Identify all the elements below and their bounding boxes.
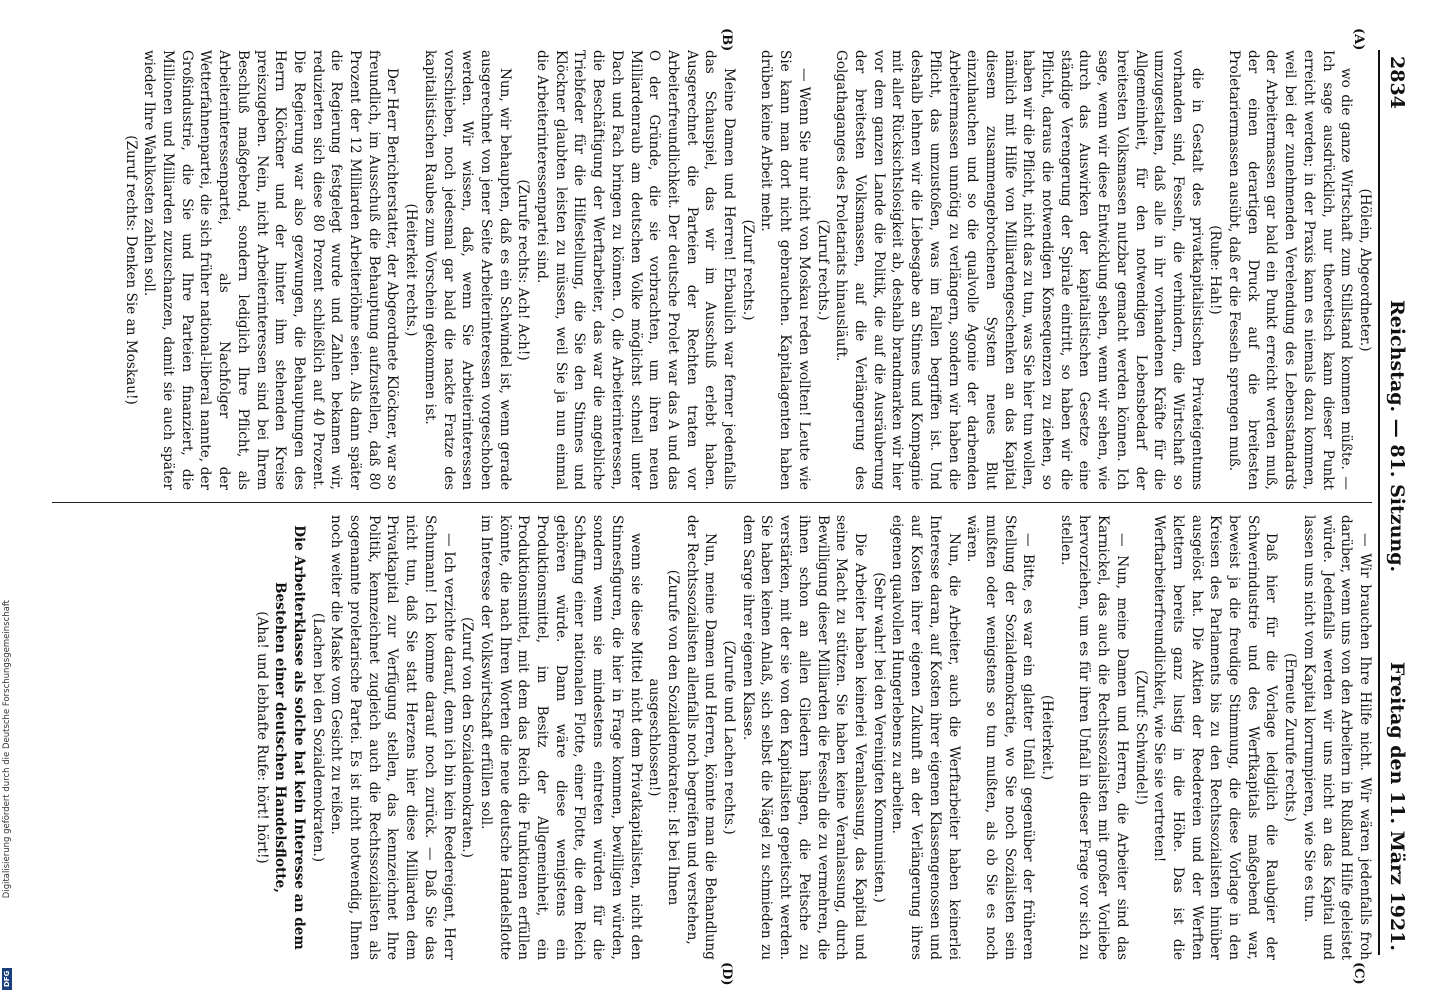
emphasized-statement: Die Arbeiterklasse als solche hat kein Interesse an dem Bestehen einer deutschen Handelsflotte, — [272, 525, 307, 950]
paragraph: — Nun, meine Damen und Herren, die Arbeiter sind das Karnickel, das auch die Rechtssozialisten mit großer Vorliebe hervorziehen, um es für ihren Unfall in dieser Frage vor sich zu stellen. — [1057, 515, 1130, 960]
interjection: (Erneute Zurufe rechts.) — [1282, 653, 1299, 822]
interjection: (Aha! und lebhafte Rufe: hört! hört!) — [253, 611, 270, 864]
paragraph: Nun, wir behaupten, daß es ein Schwindel ist, wenn gerade ausgerechnet von jener Seite Arbeiterinteressen vorgeschoben werden. Wir wissen, daß, wenn Sie Arbeiterinteressen vorschieben, noch jedesmal gar bald die nackte Fratze des kapitalistischen Raubes zum Vorschein gekommen ist. — [421, 50, 513, 490]
interjection: (Zuruf rechts.) — [814, 219, 831, 321]
paragraph: Meine Damen und Herren! Erbaulich war ferner jedenfalls das Schauspiel, das wir im Ausschuß erlebt haben. Ausgerechnet die Parteien der Rechten traten vor Arbeiterfreundlichkeit. Der deutsche Prolet war das A und das O der Gründe, die sie vorbrachten, um ihren neuen Milliardenraub am deutschen Volke möglichst schnell unter Dach und Fach bringen zu können. O, die Arbeiterinteressen, die Beschäftigung der Werftarbeiter, das war die angebliche Triebfeder für die Hilfestellung, die Sie den Stinnes und Klöckner glaubten leisten zu müssen, weil Sie ja nun einmal die Arbeiterinteressenpartei sind. — [534, 50, 738, 490]
margin-marker-c: (C) — [1351, 962, 1366, 985]
interjection: (Ruhe: Hah!) — [1207, 225, 1224, 315]
paragraph: Nun, die Arbeiter, auch die Werftarbeiter haben keinerlei Interesse daran, auf Kosten ihrer eigenen Klassengenossen und auf Kosten ihrer eigenen Zukunft an der Verlängerung ihres eigenen qualvollen Hungerlebens zu arbeiten. — [889, 515, 962, 960]
dfg-logo: DFG — [2, 968, 12, 990]
paragraph: — Wenn Sie nur nicht von Moskau reden wollten! Leute wie Sie kann man dort nicht gebrauchen. Kapitalagenten haben drüben keine Arbeit mehr. — [758, 50, 812, 490]
interjection: (Lachen bei den Sozialdemokraten.) — [309, 612, 326, 863]
paragraph: wenn sie diese Mittel nicht dem Privatkapitalisten, nicht den Stinnesfiguren, die hier in Frage kommen, bewilligen würden, sondern wenn sie mindestens eintreten würden für die Schaffung einer nationalen Flotte, einer Flotte, die dem Reich gehören würde. Dann wäre diese wenigstens ein Produktionsmittel, im Besitz der Allgemeinheit, ein Produktionsmittel, mit dem das Reich die Funktionen erfüllen könnte, die nach Ihren Worten die neue deutsche Handelsflotte im Interesse der Volkswirtschaft erfüllen soll. — [477, 515, 644, 960]
interjection: (Zuruf rechts: Denken Sie an Moskau!) — [122, 135, 139, 405]
session-date: Freitag den 11. März 1921. — [1386, 661, 1408, 951]
right-text-column — [44, 515, 1374, 960]
margin-marker-d: (D) — [719, 962, 734, 986]
page-number: 2834 — [1386, 56, 1408, 109]
interjection: (Zuruf: Schwindel!) — [1132, 670, 1149, 805]
interjection: (Sehr wahr! bei den Vereinigten Kommunisten.) — [870, 572, 887, 903]
paragraph: Die Arbeiter haben keinerlei Veranlassung, das Kapital und seine Macht zu stützen. Sie haben keine Veranlassung, durch Bewilligung dieser Milliarden die Fesseln die zu vermehren, die ihnen schon an allen Gliedern hängen, die Peitsche zu verstärken, mit der sie von den Kapitalisten gepeitscht werden. Sie haben keinen Anlaß, sich selbst die Nägel zu schmieden zu dem Sarge ihrer eigenen Klasse. — [739, 515, 869, 960]
left-text-column — [44, 50, 1374, 490]
paragraph: Nun, meine Damen und Herren, könnte man die Behandlung der Rechtssozialisten allenfalls noch begreifen und verstehen, — [683, 515, 719, 960]
interjection: (Heiterkeit rechts.) — [403, 203, 420, 337]
paragraph: — Wir brauchen Ihre Hilfe nicht. Wir wären jedenfalls froh darüber, wenn uns von den Arbeitern in Rußland Hilfe geleistet würde. Jedenfalls werden wir uns nicht an das Kapital und lassen uns nicht vom Kapital korrumpieren, wie Sie es tun. — [1300, 515, 1373, 960]
page-title: Reichstag. — 81. Sitzung. — [1386, 300, 1408, 573]
interjection: (Zuruf rechts.) — [739, 219, 756, 321]
interjection: (Heiterkeit.) — [1039, 694, 1056, 781]
interjection: (Zuruf von den Sozialdemokraten.) — [459, 617, 476, 858]
margin-marker-a: (A) — [1351, 28, 1366, 51]
interjection: (Zurufe rechts: Ach! Ach!) — [515, 179, 532, 361]
margin-marker-b: (B) — [719, 28, 734, 52]
paragraph: Daß hier für die Vorlage lediglich die Raubgier der Schwerindustrie und des Werftkapitals maßgebend war, beweist ja die freudige Stimmung, die diese Vorlage in den Kreisen des Parlaments bis zu den Rechtssozialisten hinüber ausgelöst hat. Die Aktien der Reedereien und der Werften klettern bereits ganz lustig in die Höhe. Das ist die Werftarbeiterfreundlichkeit, wie Sie sie vertreten! — [1151, 515, 1280, 960]
paragraph: Der Herr Berichterstatter, der Abgeordnete Klöckner, war so freundlich, im Ausschuß die Behauptung aufzustellen, daß 80 Prozent der 12 Milliarden Arbeiterlöhne seien. Als dann später die Regierung festgelegt wurde und Zahlen bekamen wir, reduzierten sich diese 80 Prozent schließlich auf 40 Prozent. Die Regierung war also gezwungen, die Behauptungen des Herrn Klöckner und der hinter ihm stehenden Kreise preiszugeben. Nein, nicht Arbeiterinteressen sind bei Ihrem Beschluß maßgebend, sondern lediglich Ihre Pflicht, als Arbeiterinteressenpartei, als Nachfolger der Wetterfahnenpartei, die sich früher national-liberal nannte, der Großindustrie, die Sie und Ihre Parteien finanziert, die Millionen und Milliarden zuzuschanzen, damit sie auch später wieder Ihre Wahlkosten zahlen soll. — [141, 50, 401, 490]
column-divider — [52, 502, 1372, 503]
paragraph: — Ich verzichte darauf, denn ich bin kein Reedereigent, Herr Schumann! Ich komme darauf noch zurück. — Daß Sie das nicht tun, daß Sie statt Herzens hier diese Milliarden dem Privatkapital zur Verfügung stellen, das kennzeichnet Ihre Politik, kennzeichnet zugleich auch die Rechtssozialisten als sogenannte proletarische Partei. Es ist nicht notwendig, Ihnen noch weiter die Maske vom Gesicht zu reißen. — [328, 515, 457, 960]
paragraph: — Bitte, es war ein glatter Unfall gegenüber der früheren Stellung der Sozialdemokratie, wo Sie noch Sozialisten sein mußten oder wenigstens so tun mußten, als ob Sie es noch wären. — [964, 515, 1037, 960]
interjection: (Zurufe und Lachen rechts.) — [721, 640, 738, 835]
speaker-label: (Hölein, Abgeordneter.) — [1357, 188, 1373, 352]
paragraph: die in Gestalt des privatkapitalistischen Privateigentums vorhanden sind, Fesseln, die verhindern, die Wirtschaft so umzugestalten, daß alle in ihr vorhandenen Kräfte für die Allgemeinheit, für den notwendigen Lebensbedarf der breitesten Volksmassen nutzbar gemacht werden können. Ich sage, wenn wir diese Entwicklung sehen, wenn wir sehen, wie durch das Auswirken der kapitalistischen Gesetze eine ständige Verengerung der Spirale eintritt, so haben wir die Pflicht, daraus die notwendigen Konsequenzen zu ziehen, so haben wir die Pflicht, nicht das zu tun, was Sie hier tun wollen, nämlich mit Hilfe von Milliardengeschenken an das Kapital diesem zusammengebrochenen System neues Blut einzuhauchen und so die qualvolle Agonie der darbenden Arbeitermassen unnötig zu verlängern, sondern wir haben die Pflicht, das umzustoßen, was im Fallen begriffen ist. Und deshalb lehnen wir die Liebesgabe an Stinnes und Kompagnie mit aller Rücksichtslosigkeit ab, deshalb brandmarken wir hier vor dem ganzen Lande die Politik, die auf die Ausräuberung der breitesten Volksmassen, auf die Verlängerung des Golgathaganges des Proletariats hinausläuft. — [833, 50, 1205, 490]
interjection: (Zurufe von den Sozialdemokraten: Ist bei Ihnen ausgeschlossen!) — [646, 569, 681, 906]
page-header — [1378, 50, 1414, 955]
paragraph: wo die ganze Wirtschaft zum Stillstand kommen müßte. — Ich sage ausdrücklich, nur theoretisch kann dieser Punkt erreicht werden; in der Praxis kann es niemals dazu kommen, weil bei der zunehmenden Verelendung des Lebensstandards der Arbeitermassen gar bald ein Punkt erreicht werden muß, der einen derartigen Druck auf die breitesten Proletariermassen ausübt, daß er die Fesseln sprengen muß. — [1226, 50, 1355, 490]
digitization-credit: Digitalisierung gefördert durch die Deutsche Forschungsgemeinschaft — [2, 600, 12, 899]
